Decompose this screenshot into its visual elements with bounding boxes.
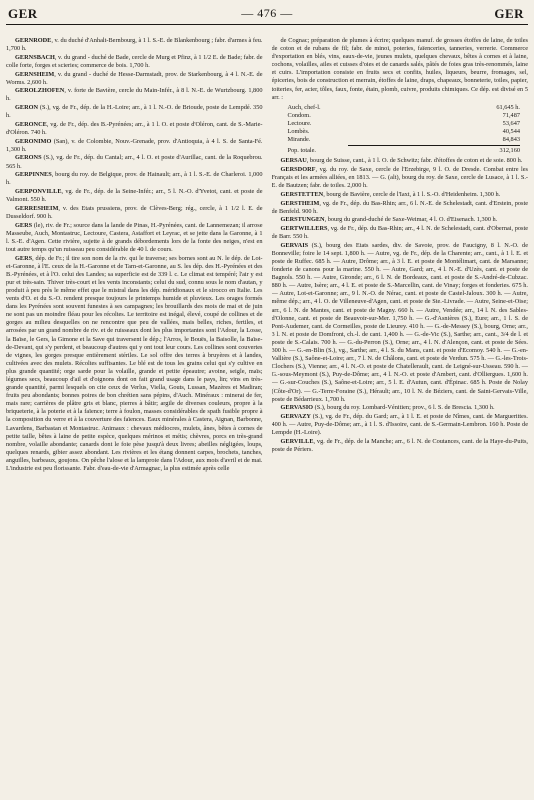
entry-text: , vg. de Fr., dép. du Bas-Rhin; arr., 4 l. N. de Schelestadt, cant. d'Obernai, poste de Barr. 550 h. [271,225,528,241]
dictionary-entry [6,71,263,87]
entry-headword: GERVAIS [280,241,309,249]
stat-label: Lombès. [287,128,310,136]
left-column [6,37,263,474]
entry-text: , v. des Etats prussiens, prov. de Clèves-Berg; rég., cercle, à 1 1/2 l. E. de Dusseldorf. 900 h. [6,204,263,220]
entry-text: , vg. de Fr., dép. du Bas-Rhin; arr., 6 l. N.-E. de Schelestadt, cant. d'Erstein, poste de Benfeld. 900 h. [271,199,528,215]
entry-headword: GERVILLE [280,437,314,445]
stat-label: Mirande. [287,136,311,144]
entry-headword: GEROLZHOFEN [15,87,65,95]
entry-headword: GERONIMO [15,137,52,145]
entry-headword: GERSTHEIM [280,199,320,207]
dictionary-entry [272,438,529,454]
dictionary-entry [6,171,263,187]
entry-text: , v. du grand - duché de Bade, cercle de Murg et Pfinz, à 1 1/2 E. de Bade; fabr. de colle forte, forges et scieries; commerce de bois. 1,700 h. [6,53,263,69]
entry-headword: GERTWILLERS [280,225,328,233]
stat-value: 53,647 [502,119,520,127]
dictionary-entry [272,242,529,404]
entry-headword: GERON [15,104,39,112]
dictionary-entry [6,37,263,53]
entry-text: (S.), bourg des Etats sardes, div. de Savoie, prov. de Faucigny, 8 l. N.-O. de Bonneville; foire le 14 sept. 1,800 h. — Autre, vg. de Fr., dép. de la Charente; arr., cant., à 1 l. E. et poste de Ruffec. 685 h. — Autre, Drôme; arr., à 3 l. E. et poste de Montélimart, cant. de Marsanne; fonderie de canons pour la marine. 550 h. — Autre, Gard; arr., 4 l. N.-E. d'Uzès, cant. et poste de Bagnols. 550 h. — Autre, Gironde; arr., 6 l. N. de Bordeaux, cant. et poste de S.-André-de-Cubzac. 880 h. — Autre, Isère; arr., 4 l. E. et poste de S.-Marcellin, cant. de Vinay; forges et fonderies. 675 h. — Autre, Lot-et-Garonne; arr., 9 l. N.-O. de Nérac, cant. et poste de Castel-Jaloux. 300 h. — Autre, même dép.; arr., 4 l. O. de Villeneuve-d'Agen, cant. et poste de Ste.-Livrade. — Autre, Seine-et-Oise; arr., 6 l. N. de Mantes, cant. et poste de Magny. 660 h. — Autre, Vendée; arr., 14 l. N. des Sables-d'Olonne, cant. et poste de Beauvoir-sur-Mer. 1,750 h. — G.-d'Asnières (S.), Eure; arr., 1 l. S. de Pont-Audemer, cant. de Cormeilles, poste de Lieurey. 410 h. — G.-de-Messey (S.), bourg, Orne; arr., 3 l. N. et poste de Domfront, ch.-l. de cant. 1,400 h. — G.-de-Vic (S.), Sarthe; arr., cant., 3/4 de l. et poste de S.-Calais. 700 h. — G.-du-Perron (S.), Orne; arr., 4 l. N. d'Alençon, cant. et poste de Sées. 300 h. — G.-en-Blin (S.), vg., Sarthe; arr., 4 l. S. du Mans, cant. et poste d'Ecomoy. 540 h. — G.-en-Vallière (S.), Saône-et-Loire; arr., 7 l. N. de Châlons, cant. et poste de Verdun. 575 h. — G.-les-Trois-Clochers (S.), Vienne; arr., 4 l. N.-O. et poste de Chatellerault, cant. de Leigné-sur-Usseau. 590 h. — G.-sous-Meymont (S.), Puy-de-Dôme; arr., 4 l. N.-O. et poste d'Ambert, cant. d'Olliergues. 1,600 h. — G.-sur-Couches (S.), Saône-et-Loire; arr., 5 l. E. d'Autun, cant. d'Épinac. 685 h. Poste de Nolay (Côte-d'Or). — G.-Terre-Foraine (S.), Hérault; arr., 10 l. N. de Béziers, cant. de Saint-Gervais-Ville, poste de Bédarrieux. 1,700 h. [271,241,528,403]
entry-headword: GERSTETTEN [280,190,324,198]
dictionary-entry [6,222,263,254]
entry-text: (S.), vg. de Fr., dép. de la H.-Loire; arr., à 1 l. N.-O. de Brioude, poste de Lempdé. 350 h. [6,104,263,120]
stat-value: 40,544 [502,128,520,136]
dictionary-entry [272,225,529,241]
entry-headword: GERS [15,254,33,262]
dictionary-entry [6,154,263,170]
entry-headword: GERNSBACH [15,53,55,61]
entry-text: , vg. du roy. de Saxe, cercle de l'Erzebirge, 9 l. O. de Dresde. Combat entre les Français et les armées alliées, en 1813. — G. (alt), bourg du roy. de Saxe, cercle de Lusace, à 1 l. S.-E. de Bautzen; fabr. de toiles. 2,000 h. [271,166,528,190]
stat-value: 71,487 [502,111,520,119]
right-column [272,37,529,474]
entry-headword: GERONS [15,154,42,162]
dictionary-entry [6,54,263,70]
entry-text: , v. du grand - duché de Hesse-Darmstadt, prov. de Starkenbourg, à 4 l. N.-E. de Worms. 2,600 h. [6,70,263,86]
stat-label: Condom. [287,111,311,119]
entry-headword: GERNRODE [15,37,52,44]
stat-label: Lectoure. [287,119,312,127]
dictionary-entry [6,104,263,120]
entry-text: , v. du duché d'Anhalt-Bernbourg, à 1 l. S.-E. de Blankenbourg ; fabr. d'armes à feu. 1,700 h. [6,37,263,53]
total-rule [348,145,521,146]
page-number: — 476 — [241,6,293,20]
entry-text: , bourg du grand-duché de Saxe-Weimar, 4 l. O. d'Eisenach. 1,300 h. [324,216,498,224]
dictionary-entry [272,404,529,412]
entry-text: , v. forte de Bavière, cercle du Main-Infér., à 8 l. N.-E. de Wurtzbourg. 1,800 h. [6,87,263,103]
stat-row [288,112,529,120]
dictionary-entry [6,205,263,221]
entry-text: , vg. de Fr., dép. des B.-Pyrénées; arr., à 1 l. O. et poste d'Oléron, cant. de S.-Marie-d'Oléron. 740 h. [6,120,263,136]
dictionary-entry [272,191,529,199]
entry-text: , vg. de Fr., dép. de la Seine-Infér.; arr., 5 l. N.-O. d'Yvetot, cant. et poste de Valmont. 550 h. [6,188,263,204]
dictionary-entry [272,166,529,190]
page-header [6,4,528,25]
stat-total-value: 312,160 [499,147,520,155]
stat-row [288,128,529,136]
dictionary-entry [6,138,263,154]
entry-text: , bourg du roy. de Belgique, prov. de Hainault; arr., à 1 l. S.-E. de Charleroi. 1,000 h. [6,171,263,187]
entry-text: (S.), vg. de Fr., dép. du Cantal; arr., 4 l. O. et poste d'Aurillac, cant. de la Roquebrou. 565 h. [6,154,263,170]
entry-text: (le), riv. de Fr.; source dans la lande de Pinas, H.-Pyrénées, cant. de Lannemezan; il arrose Masseube, Auch, Montastruc, Lectoure, Castera, Astaffort et Leyrac, et se jette dans la Garonne, à 1 l. S.-E. d'Agen. Cette rivière, sujette à de grands débordements lors de la fonte des neiges, n'est en tout autre temps qu'un ruisseau peu considérable de 40 l. de cours. [6,221,263,253]
entry-text: (San), v. de Colombie, Nouv.-Grenade, prov. d'Antioquia, à 4 l. S. de Santa-Fé. 1,300 h. [6,137,263,153]
entry-headword: GERNSHEIM [15,70,55,78]
entry-headword: GERPONVILLE [15,188,62,196]
right-entries [272,157,529,454]
stat-value: 61,645 h. [496,103,520,111]
entry-headword: GERRESHEIM [15,204,59,212]
dictionary-entry [6,121,263,137]
stat-value: 84,843 [502,136,520,144]
entry-text: (S.), vg. de Fr., dép. du Gard; arr., à 1 l. E. et poste de Nîmes, cant. de Marguerittes. 400 h. — Autre, Puy-de-Dôme; arr., à 1 l. S. d'Issoire, cant. de S.-Germain-Lembron. 160 h. Poste de Lempde (H.-Loire). [271,412,528,437]
dictionary-entry [6,255,263,474]
header-left-keyword: GER [8,6,38,21]
entry-text: , dép. de Fr.; il tire son nom de la riv. qui le traverse; ses bornes sont au N. le dép. de Lot-et-Garonne, à l'E. ceux de la H.-Garonne et de Tarn-et-Garonne, au S. les dép. des H.-Pyrénées et des B.-Pyrénées, et à l'O. celui des Landes; sa superficie est de 339 l. c. Le climat est tempéré; l'air y est pur et très-sain. Thiver très-court et les vents inconstants; celui du sud, connu sous le nom d'autan, y produit à peu près le même effet que le mistral dans les dép. méridionaux et le sirocco en Italie. Les vents d'O. et du S.-O. rendent presque toujours le printemps humide et pluvieux. Les orages formés dans les Pyrénées sont souvent funestes à ses campagnes; les brouillards des mois de mai et de juin ne sont pas un moindre fléau pour les récoltes. Le territoire est inégal, élevé, coupé de collines et de gorges au milieu desquelles on ne rencontre que peu de vallées, mais belles, riches, fertiles, et arrosées par un grand nombre de riv. et de ruisseaux dont les plus importantes sont l'Adour, la Losse, la Baïse, le Gers, la Gimone et la Save qui traversent le dép.; l'Arros, le Bouës, la Baisolle, la Baïse-de-Devant, qui s'y perdent, et beaucoup d'autres qui y ont tout leur cours. Les collines sont couvertes de vignes, les gorges presque entièrement stériles. Le sol offre des terres à bruyères et à landes, cultivées avec des mulets. Récoltes suffisantes. Le blé est de tous les grains celui qui s'y cultive en plus grande quantité; orge sarde pour la volaille, grande et petite épeautre; avoine, seigle, maïs; légumes secs, beaucoup d'ail et d'oignons dont on fait grand usage dans le pays, lin; vins en très-grande quantité, parmi lesquels on cite ceux de Verlus, Viella, Gouts, Lussan, Mazères et Madiran; fruits peu abondants; bonnes poires de bon chrétien sans pépins, d'Auch. Minéraux : minerai de fer, mais rare; carrières de plâtre gris et blanc, pierres à bâtir; argile de diverses couleurs, propre à la briqueterie, à la poterie et à la faïence; terre à foulon, masses considérables de spath fusible propre à la composition du verre et à la couverture des faïences. Eaux minérales à Castera, Aignan, Barbonne, Lavardens, Barbastan et Montastruc. Animaux : chevaux médiocres, mulets, ânes, bêtes à cornes de petite taille, bêtes à laine de petite espèce, quelques mérinos et métis; chèvres, porcs en très-grand nombre, volaille abondante; canards dont le foie pèse jusqu'à deux livres; abeilles négligées, loups, quelques renards, gibier assez abondant. Les rivières et les étang donnent carpes, brochets, tanches, anguilles, barbeaux, goujons. On pêche l'alose et la lamproie dans l'Adour, aux mois d'avril et de mai. L'industrie est peu florissante. Fabr. d'eau-de-vie d'Armagnac, la plus estimée après celle [6,254,263,472]
entry-headword: GERVAZY [280,412,311,420]
dictionary-entry [6,188,263,204]
entry-text: , bourg de Suisse, cant., à 1 l. O. de Schwitz; fabr. d'étoffes de coton et de soie. 800 h. [306,157,523,165]
entry-headword: GERSDORF [280,166,316,173]
entry-headword: GERPINNES [15,171,52,179]
stat-row [288,104,529,112]
entry-headword: GERS [15,221,33,229]
stat-label: Auch, chef-l. [287,103,321,111]
header-right-keyword: GER [494,6,524,21]
dictionary-entry [6,87,263,103]
entry-text: , vg. de Fr., dép. de la Manche; arr., 6 l. N. de Coutances, cant. de la Haye-du-Puits, poste de Périers. [271,437,528,453]
dictionary-entry [272,413,529,437]
dictionary-entry [272,157,529,165]
entry-headword: GERSTUNGEN [280,216,325,224]
dictionary-entry [272,200,529,216]
continued-text: de Cognac; préparation de plumes à écrire; quelques manuf. de grosses étoffes de laine, de toiles de coton et de rubans de fil; fabr. de minoi, poteries, faïenceries, tanneries, verrerie. Commerce d'exportation en blés, vins, eaux-de-vie, jeunes mulets, quelques chevaux, bêtes à cornes et à laine, cochons, volailles, ailes et cuisses d'oies et de canards salés, pâtés de foies gras très-renommés, laine et cuirs. L'importation consiste en fruits secs et confits, huiles, liqueurs, beurre, fromages, sel, épiceries, bois de construction et merrain, étoffes de laine, draps, chapeaux, bonneterie, toiles, papier, toiteries, fer, acier, tôles, faux, fonte, étain, plomb, cuivre, produits chimiques. Ce dép. est divisé en 5 arr. : [271,37,528,101]
entry-headword: GERSAU [280,157,307,165]
stat-row [288,120,529,128]
entry-headword: GERONCE [15,120,47,128]
entry-text: (S.), bourg du roy. Lombard-Vénitien; prov., 6 l. S. de Brescia. 1,300 h. [313,404,495,412]
population-table [272,104,529,156]
stat-total-label: Pop. totale. [287,147,317,155]
entry-headword: GERVASIO [280,404,314,412]
stat-total-row [288,147,529,155]
entry-text: , bourg de Bavière, cercle de l'Iaxt, à 1 l. S.-O. d'Heidenheim. 1,300 h. [323,190,501,198]
stat-row [288,136,529,144]
dictionary-entry [272,216,529,224]
